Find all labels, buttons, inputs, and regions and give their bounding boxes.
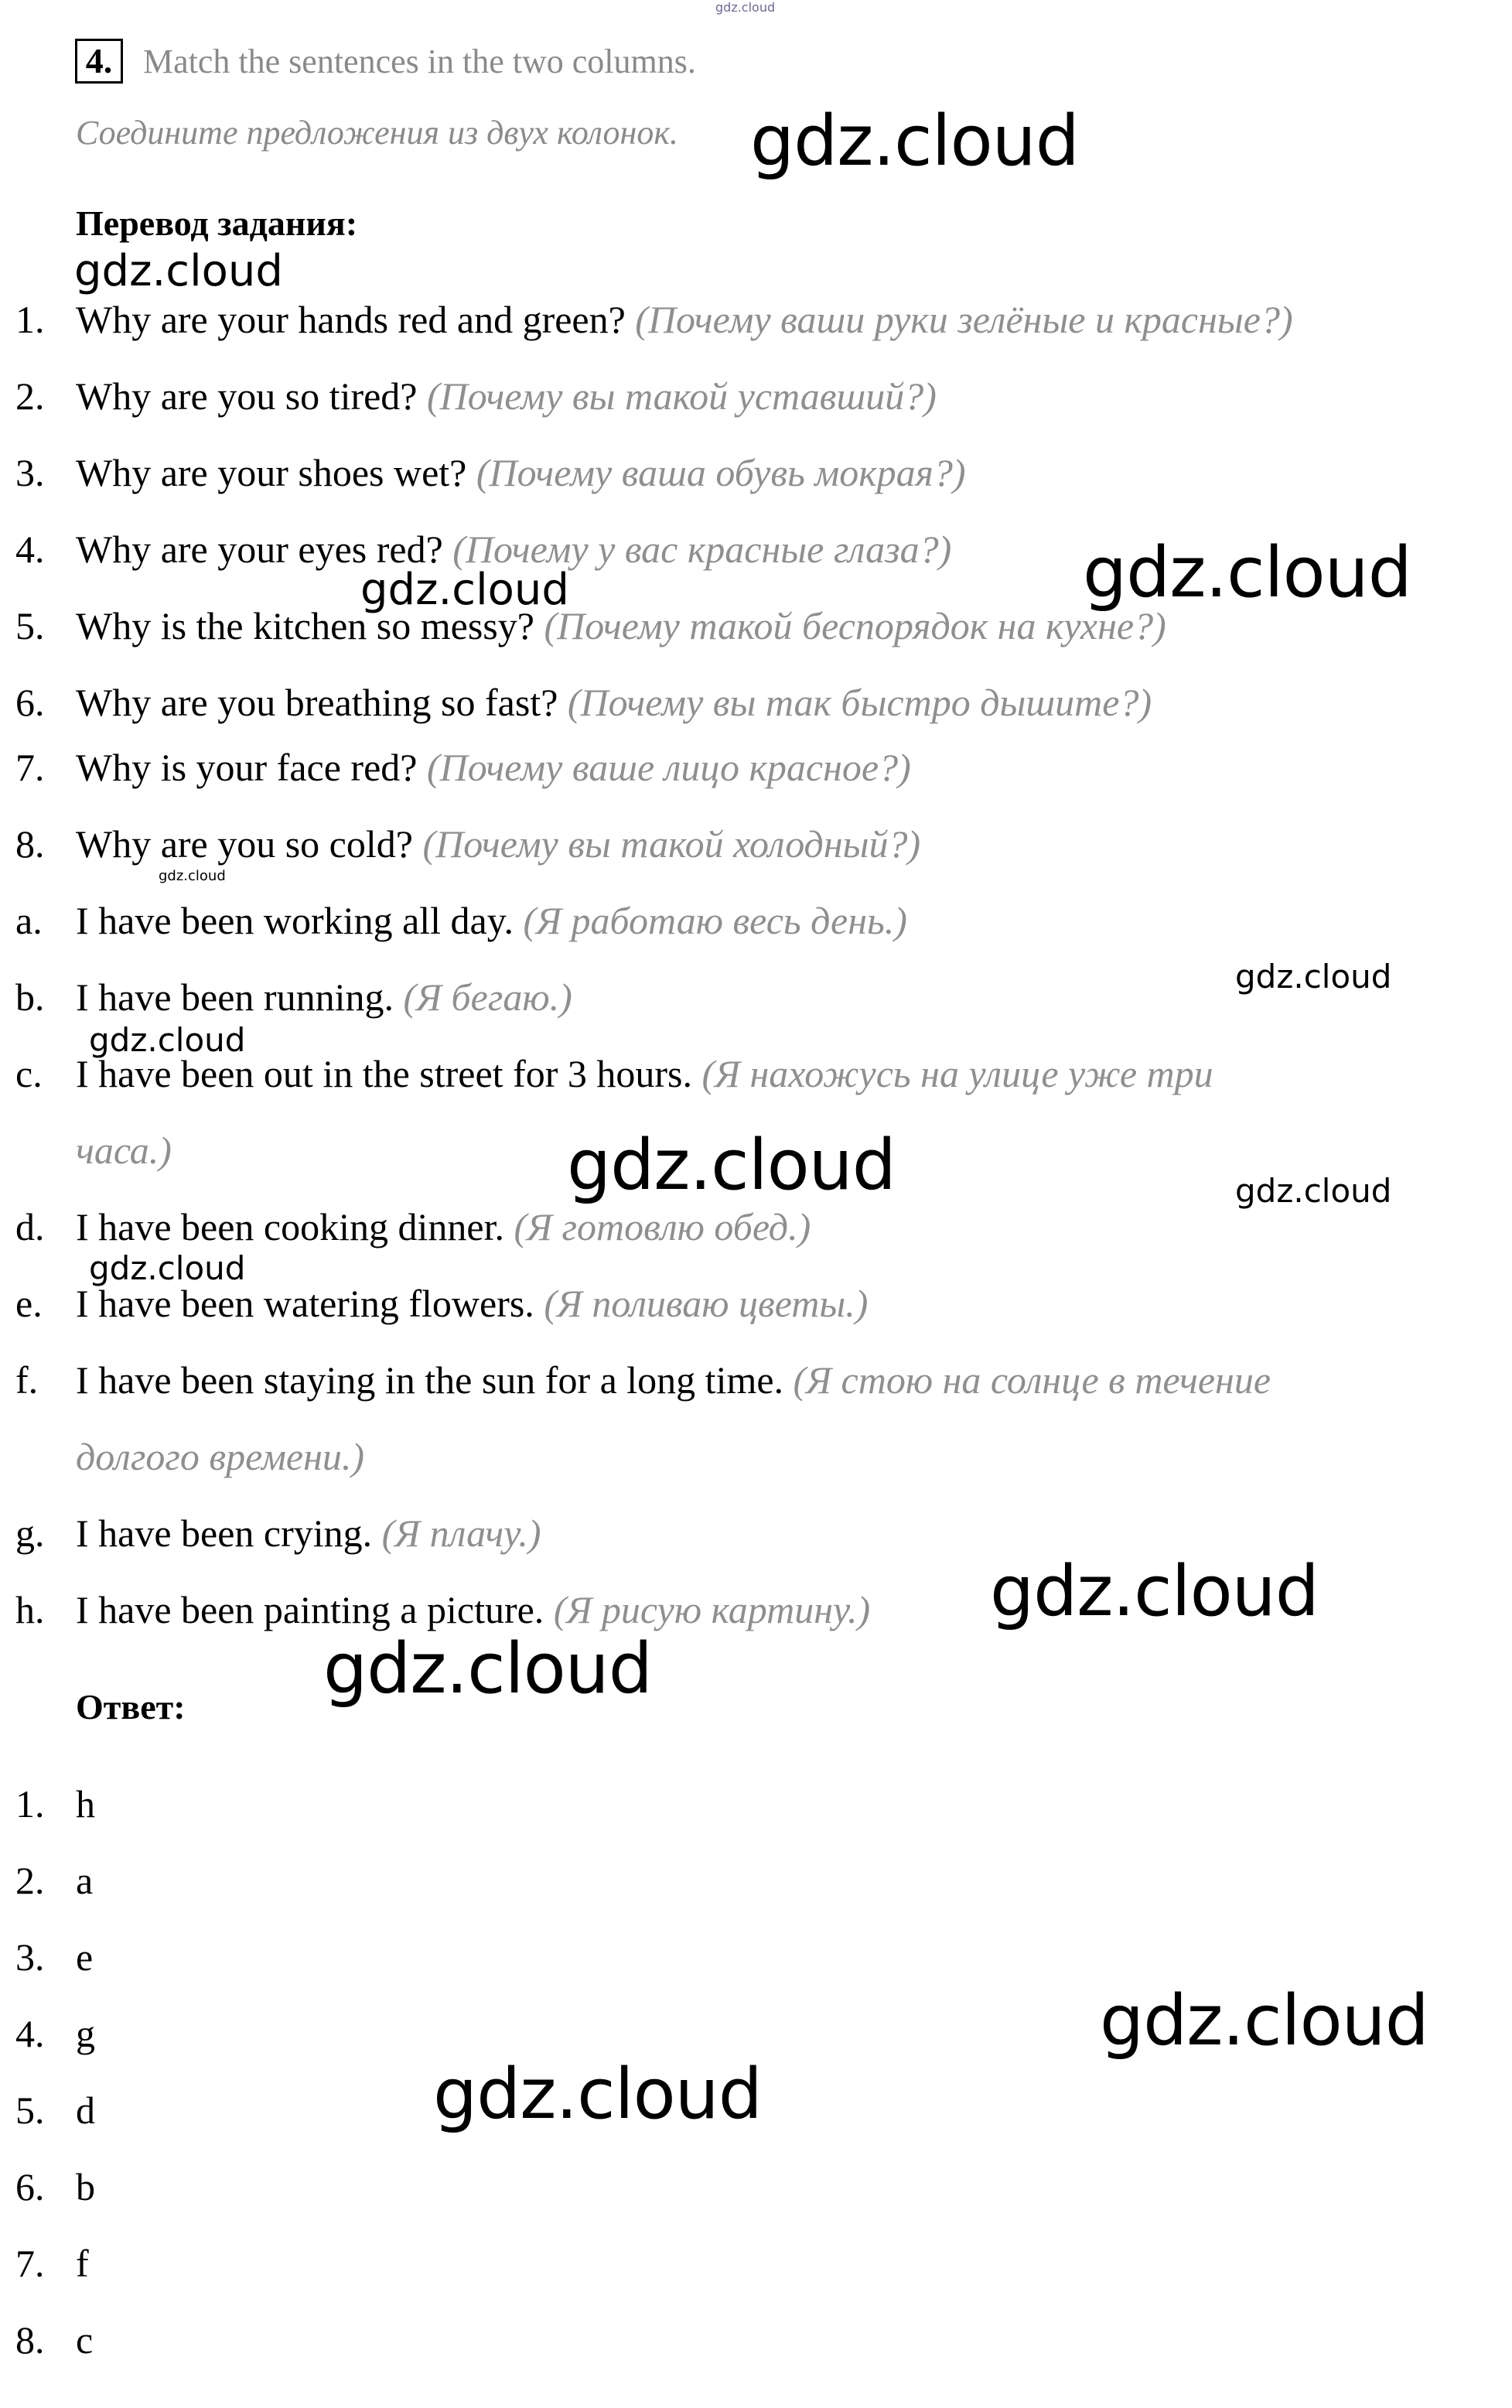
item-text: Why are you so tired?: [76, 374, 418, 418]
answer-item: [15, 2088, 95, 2133]
watermark: gdz.cloud: [323, 1628, 652, 1710]
answer-item: [15, 2164, 95, 2209]
answer-item: [15, 1858, 93, 1903]
item-number: 3.: [15, 451, 45, 494]
watermark: gdz.cloud: [1235, 958, 1392, 996]
item-number: 1.: [15, 1782, 45, 1826]
item-number: 8.: [15, 2318, 45, 2362]
item-number: d.: [15, 1205, 45, 1248]
item-text: I have been working all day.: [76, 899, 514, 942]
option-item: [15, 1051, 1213, 1096]
question-item: [15, 297, 1293, 342]
item-translation: (Почему вы такой холодный?): [422, 822, 921, 866]
answer-item: [15, 2317, 93, 2362]
watermark: gdz.cloud: [89, 1021, 246, 1059]
watermark: gdz.cloud: [433, 2054, 762, 2135]
item-number: 5.: [15, 604, 45, 647]
answer-heading: Ответ:: [76, 1687, 186, 1727]
question-item: [15, 745, 911, 790]
item-translation: (Я поливаю цветы.): [544, 1282, 869, 1325]
item-translation: (Я готовлю обед.): [514, 1205, 811, 1248]
item-text: I have been running.: [76, 975, 394, 1019]
option-item: [15, 1358, 1271, 1402]
answer-letter: b: [76, 2165, 95, 2208]
item-number: 6.: [15, 681, 45, 724]
watermark: gdz.cloud: [715, 0, 776, 15]
item-translation: (Почему ваше лицо красное?): [426, 746, 911, 789]
item-number: 8.: [15, 822, 45, 866]
item-translation: (Почему вы так быстро дышите?): [567, 681, 1152, 724]
item-translation: (Почему у вас красные глаза?): [452, 528, 952, 571]
item-text: Why are you breathing so fast?: [76, 681, 558, 724]
watermark: gdz.cloud: [750, 101, 1079, 182]
item-number: e.: [15, 1282, 43, 1325]
item-translation: (Я работаю весь день.): [523, 899, 907, 942]
watermark: gdz.cloud: [990, 1551, 1319, 1632]
item-translation: (Я бегаю.): [403, 975, 572, 1019]
item-translation-continued: долгого времени.): [76, 1435, 365, 1478]
question-item: [15, 603, 1166, 648]
answer-letter: a: [76, 1859, 94, 1902]
item-text: Why are your shoes wet?: [76, 451, 467, 494]
question-item: [15, 527, 951, 572]
translation-heading: Перевод задания:: [76, 203, 358, 243]
option-item: [15, 1281, 868, 1326]
option-item: [15, 1511, 541, 1556]
item-number: 4.: [15, 2012, 45, 2055]
item-number: 4.: [15, 528, 45, 571]
item-number: 7.: [15, 746, 45, 789]
watermark: gdz.cloud: [89, 1249, 246, 1287]
task-number: 4.: [75, 39, 123, 84]
item-text: Why are you so cold?: [76, 822, 413, 866]
answer-letter: h: [76, 1782, 95, 1826]
watermark: gdz.cloud: [74, 246, 283, 296]
item-translation: (Почему ваша обувь мокрая?): [476, 451, 966, 494]
item-text: I have been painting a picture.: [76, 1588, 544, 1631]
option-item: [15, 1587, 870, 1632]
answer-letter: c: [76, 2318, 94, 2362]
item-number: 5.: [15, 2089, 45, 2132]
answer-letter: d: [76, 2089, 95, 2132]
item-text: Why is your face red?: [76, 746, 418, 789]
item-translation-continued: часа.): [76, 1129, 172, 1172]
question-item: [15, 680, 1152, 725]
watermark: gdz.cloud: [1083, 532, 1411, 613]
answer-item: [15, 1781, 95, 1826]
item-text: I have been cooking dinner.: [76, 1205, 504, 1248]
item-number: 3.: [15, 1935, 45, 1979]
option-item: [15, 975, 572, 1020]
answer-letter: g: [76, 2012, 95, 2055]
item-text: Why are your eyes red?: [76, 528, 443, 571]
item-number: 2.: [15, 374, 45, 418]
option-item: [15, 1204, 811, 1249]
answer-item: [15, 2011, 95, 2056]
option-item: [15, 898, 907, 943]
watermark: gdz.cloud: [159, 868, 226, 884]
item-number: g.: [15, 1511, 45, 1555]
answer-item: [15, 2241, 89, 2286]
item-translation: (Я нахожусь на улице уже три: [701, 1052, 1213, 1095]
item-text: I have been crying.: [76, 1511, 373, 1555]
instruction-en: Match the sentences in the two columns.: [143, 43, 696, 80]
question-item: [15, 821, 920, 866]
item-number: f.: [15, 1358, 39, 1402]
item-text: I have been out in the street for 3 hours.: [76, 1052, 692, 1095]
answer-letter: f: [76, 2242, 89, 2285]
item-text: Why are your hands red and green?: [76, 298, 626, 341]
item-number: h.: [15, 1588, 45, 1631]
item-translation: (Почему такой беспорядок на кухне?): [544, 604, 1166, 647]
question-item: [15, 450, 966, 495]
item-translation: (Я стою на солнце в течение: [793, 1358, 1271, 1402]
instruction-ru: Соедините предложения из двух колонок.: [76, 114, 678, 152]
item-number: 7.: [15, 2242, 45, 2285]
watermark: gdz.cloud: [1100, 1980, 1428, 2061]
item-text: I have been watering flowers.: [76, 1282, 534, 1325]
answer-letter: e: [76, 1935, 94, 1979]
item-translation: (Почему вы такой уставший?): [427, 374, 937, 418]
item-number: 1.: [15, 298, 45, 341]
item-number: 2.: [15, 1859, 45, 1902]
watermark: gdz.cloud: [567, 1125, 896, 1206]
answer-item: [15, 1935, 93, 1979]
item-number: b.: [15, 975, 45, 1019]
item-number: a.: [15, 899, 43, 942]
item-number: 6.: [15, 2165, 45, 2208]
question-item: [15, 374, 937, 418]
watermark: gdz.cloud: [1235, 1172, 1392, 1210]
item-text: Why is the kitchen so messy?: [76, 604, 534, 647]
item-translation: (Я плачу.): [381, 1511, 541, 1555]
item-text: I have been staying in the sun for a long time.: [76, 1358, 784, 1402]
item-number: c.: [15, 1052, 43, 1095]
item-translation: (Почему ваши руки зелёные и красные?): [635, 298, 1293, 341]
item-translation: (Я рисую картину.): [553, 1588, 871, 1631]
watermark: gdz.cloud: [360, 565, 569, 615]
